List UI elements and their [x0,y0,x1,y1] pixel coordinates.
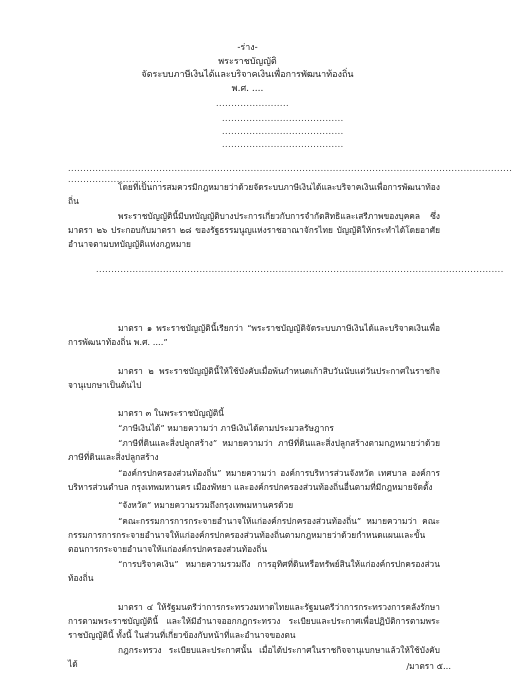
act-title: พระราชบัญญัติ [218,57,277,67]
definition-land-tax [68,436,440,464]
definition-donation-text: “การบริจาคเงิน” หมายความรวมถึง การอุทิศที่ดินหรือทรัพย์สินให้แก่องค์กรปกครองส่วนท้องถิ่น [68,559,440,583]
definition-province: “จังหวัด” หมายความรวมถึงกรุงเทพมหานครด้วย [118,500,294,510]
section-4-paragraph-2 [68,643,440,671]
section-4-text: มาตรา ๔ ให้รัฐมนตรีว่าการกระทรวงมหาดไทยและรัฐมนตรีว่าการกระทรวงการคลังรักษาการตามพระราชบัญญัตินี้ และให้มีอำนาจออกกฎกระทรวง ระเบียบและประกาศเพื่อปฏิบัติการตามพระราชบัญญัตินี้ ทั้งนี้ ในส่วนที่เกี่ยวข้องกับหน้าที่และอำนาจของตน [68,602,440,640]
draft-label: -ร่าง- [237,43,258,53]
definition-donation [68,557,440,585]
section-3-intro: มาตรา ๓ ในพระราชบัญญัตินี้ [118,408,224,418]
preamble-authority [68,209,440,251]
act-subtitle: จัดระบบภาษีเงินได้และบริจาคเงินเพื่อการพัฒนาท้องถิ่น [141,70,354,80]
dots-line-2: ........................................ [222,114,344,123]
dots-line-1: ........................ [216,99,290,108]
preamble-reason-text: โดยที่เป็นการสมควรมีกฎหมายว่าด้วยจัดระบบภาษีเงินได้และบริจาคเงินเพื่อการพัฒนาท้องถิ่น [68,182,440,206]
definition-land-tax-text: “ภาษีที่ดินและสิ่งปลูกสร้าง” หมายความว่า ภาษีที่ดินและสิ่งปลูกสร้างตามกฎหมายว่าด้วยภาษีที่ดินและสิ่งปลูกสร้าง [68,438,440,462]
dots-line-long: .................................................................................................................................................. [68,164,512,173]
definition-local-government-text: “องค์กรปกครองส่วนท้องถิ่น” หมายความว่า องค์การบริหารส่วนจังหวัด เทศบาล องค์การบริหารส่วนตำบล กรุงเทพมหานคร เมืองพัทยา และองค์กรปกครองส่วนท้องถิ่นอื่นตามที่มีกฎหมายจัดตั้ง [68,468,440,492]
preamble-authority-text: พระราชบัญญัตินี้มีบทบัญญัติบางประการเกี่ยวกับการจำกัดสิทธิและเสรีภาพของบุคคล ซึ่งมาตรา ๒๖ ประกอบกับมาตรา ๒๘ ของรัฐธรรมนูญแห่งราชอาณาจักรไทย บัญญัติให้กระทำได้โดยอาศัยอำนาจตามบทบัญญัติแห่งกฎหมาย [68,211,440,249]
definition-income-tax: “ภาษีเงินได้” หมายความว่า ภาษีเงินได้ตามประมวลรัษฎากร [118,423,334,433]
dots-line-4: ........................................ [222,140,344,149]
section-1 [68,321,440,349]
section-4-paragraph-2-text: กฎกระทรวง ระเบียบและประกาศนั้น เมื่อได้ประกาศในราชกิจจานุเบกษาแล้วให้ใช้บังคับได้ [68,645,440,669]
preamble-dots: ...................................................................................................................................... [96,265,504,274]
dots-line-3: ........................................ [222,127,344,136]
preamble-reason [68,180,440,208]
definition-decentralization-committee-text: “คณะกรรมการการกระจายอำนาจให้แก่องค์กรปกครองส่วนท้องถิ่น” หมายความว่า คณะกรรมการการกระจายอำนาจให้แก่องค์กรปกครองส่วนท้องถิ่นตามกฎหมายว่าด้วยกำหนดแผนและขั้นตอนการกระจายอำนาจให้แก่องค์กรปกครองส่วนท้องถิ่น [68,516,440,554]
dots-line-short: ............................... [68,175,163,184]
definition-local-government [68,466,440,494]
act-year: พ.ศ. .... [231,84,264,94]
definition-decentralization-committee [68,514,440,556]
section-4 [68,600,440,642]
section-1-text: มาตรา ๑ พระราชบัญญัตินี้เรียกว่า “พระราชบัญญัติจัดระบบภาษีเงินได้และบริจาคเงินเพื่อการพัฒนาท้องถิ่น พ.ศ. ....” [68,323,440,347]
section-2-text: มาตรา ๒ พระราชบัญญัตินี้ให้ใช้บังคับเมื่อพ้นกำหนดเก้าสิบวันนับแต่วันประกาศในราชกิจจานุเบกษาเป็นต้นไป [68,366,440,390]
next-page-marker: /มาตรา ๕... [406,661,451,671]
section-2 [68,364,440,392]
